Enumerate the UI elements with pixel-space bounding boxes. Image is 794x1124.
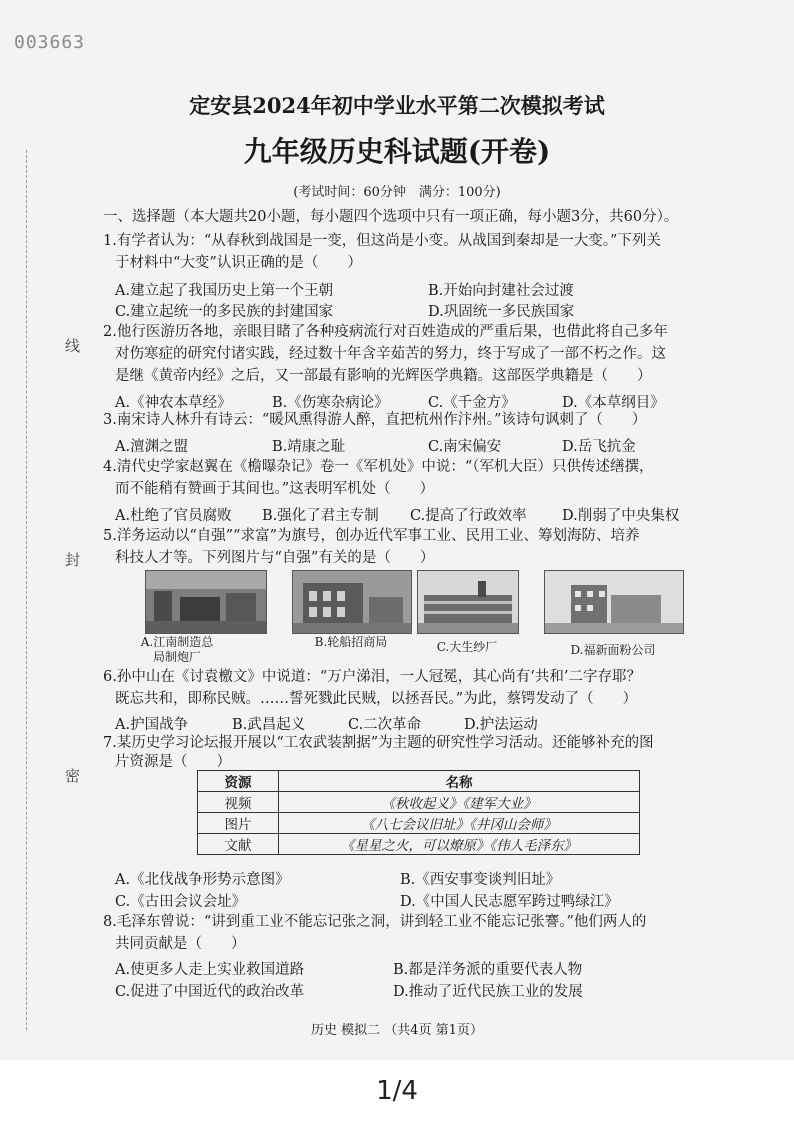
q4-stem-1: 4.清代史学家赵翼在《檐曝杂记》卷一《军机处》中说：“（军机大臣）只供传述缮撰， (103, 459, 654, 475)
table-row (198, 792, 640, 813)
q2-stem-1: 2.他行医游历各地，亲眼目睹了各种疫病流行对百姓造成的严重后果，也借此将自己多年 (103, 324, 668, 340)
table-header-name: 名称 (279, 771, 640, 792)
table-cell-type: 视频 (198, 792, 279, 813)
table-row (198, 834, 640, 855)
section-heading: 一、选择题（本大题共20小题，每小题四个选项中只有一项正确，每小题3分，共60分）。 (103, 209, 679, 225)
table-cell-type: 文献 (198, 834, 279, 855)
table-header-row (198, 771, 640, 792)
q2-option-d: D.《本草纲目》 (562, 395, 665, 411)
exam-title: 定安县2024年初中学业水平第二次模拟考试 (189, 93, 605, 118)
q3-option-c: C.南宋偏安 (428, 439, 502, 455)
photo-fuxin-flour (544, 570, 684, 634)
page-indicator: 1/4 (376, 1076, 418, 1106)
page-footer: 历史 模拟二 （共4页 第1页） (311, 1023, 483, 1038)
table-cell-titles: 《星星之火，可以燎原》《伟人毛泽东》 (279, 834, 640, 855)
table-cell-type: 图片 (198, 813, 279, 834)
q5-stem-1: 5.洋务运动以“自强”“求富”为旗号，创办近代军事工业、民用工业、筹划海防、培养 (103, 528, 640, 544)
q6-option-c: C.二次革命 (348, 717, 422, 733)
q7-option-d: D.《中国人民志愿军跨过鸭绿江》 (400, 894, 619, 910)
q4-stem-2: 而不能稍有赞画于其间也。”这表明军机处（ ） (115, 481, 435, 497)
q4-option-a: A.杜绝了官员腐败 (115, 508, 232, 524)
q1-option-c: C.建立起统一的多民族的封建国家 (115, 304, 334, 320)
q7-stem-1: 7.某历史学习论坛报开展以“工农武装割据”为主题的研究性学习活动。还能够补充的图 (103, 735, 654, 751)
photo-caption-d: D.福新面粉公司 (570, 643, 656, 657)
q7-option-b: B.《西安事变谈判旧址》 (400, 872, 561, 888)
margin-mark-feng: 封 (63, 552, 81, 567)
scan-code: 003663 (14, 32, 86, 53)
q3-option-b: B.靖康之耻 (272, 439, 346, 455)
q3-stem-1: 3.南宋诗人林升有诗云：“暖风熏得游人醉，直把杭州作汴州。”该诗句讽刺了（ ） (103, 412, 647, 428)
q4-option-c: C.提高了行政效率 (410, 508, 527, 524)
q8-option-d: D.推动了近代民族工业的发展 (393, 984, 583, 1000)
q1-stem-1: 1.有学者认为：“从春秋到战国是一变，但这尚是小变。从战国到秦却是一大变。”下列关 (103, 233, 661, 249)
q7-stem-2: 片资源是（ ） (115, 754, 231, 770)
q6-option-d: D.护法运动 (464, 717, 538, 733)
photo-merchants-steam (292, 570, 412, 634)
q3-option-d: D.岳飞抗金 (562, 439, 636, 455)
table-row (198, 813, 640, 834)
photo-jiangnan-arsenal (145, 570, 267, 634)
exam-info: (考试时间：60分钟 满分：100分) (293, 185, 501, 200)
photo-caption-c: C.大生纱厂 (436, 640, 498, 654)
table-cell-titles: 《八七会议旧址》《井冈山会师》 (279, 813, 640, 834)
photo-dasheng-mill (417, 570, 519, 634)
q1-option-d: D.巩固统一多民族国家 (428, 304, 575, 320)
q6-stem-1: 6.孙中山在《讨袁檄文》中说道：“万户涕泪，一人冠冕，其心尚有‘共和’二字存耶？ (103, 669, 641, 685)
q8-option-a: A.使更多人走上实业救国道路 (115, 962, 305, 978)
q4-option-b: B.强化了君主专制 (262, 508, 379, 524)
q4-option-d: D.削弱了中央集权 (562, 508, 680, 524)
q8-stem-2: 共同贡献是（ ） (115, 936, 246, 952)
q6-option-a: A.护国战争 (115, 717, 189, 733)
q8-option-c: C.促进了中国近代的政治改革 (115, 984, 305, 1000)
q1-option-b: B.开始向封建社会过渡 (428, 283, 574, 299)
binding-line (26, 150, 28, 1030)
q7-option-c: C.《古田会议会址》 (115, 894, 247, 910)
q1-stem-2: 于材料中“大变”认识正确的是（ ） (115, 255, 362, 271)
q2-stem-2: 对伤寒症的研究付诸实践，经过数十年含辛茹苦的努力，终于写成了一部不朽之作。这 (115, 346, 666, 362)
q2-option-a: A.《神农本草经》 (115, 395, 232, 411)
paper-title: 九年级历史科试题(开卷) (243, 135, 551, 168)
q8-option-b: B.都是洋务派的重要代表人物 (393, 962, 583, 978)
q1-option-a: A.建立起了我国历史上第一个王朝 (115, 283, 334, 299)
q6-stem-2: 既忘共和，即称民贼。……誓死戮此民贼，以拯吾民。”为此，蔡锷发动了（ ） (115, 691, 638, 707)
q8-stem-1: 8.毛泽东曾说：“讲到重工业不能忘记张之洞，讲到轻工业不能忘记张謇。”他们两人的 (103, 914, 647, 930)
q3-option-a: A.澶渊之盟 (115, 439, 189, 455)
table-cell-titles: 《秋收起义》《建军大业》 (279, 792, 640, 813)
photo-caption-b: B.轮船招商局 (314, 635, 388, 649)
q7-option-a: A.《北伐战争形势示意图》 (115, 872, 290, 888)
table-header-resource: 资源 (198, 771, 279, 792)
q5-stem-2: 科技人才等。下列图片与“自强”有关的是（ ） (115, 550, 435, 566)
q2-option-b: B.《伤寒杂病论》 (272, 395, 389, 411)
margin-mark-mi: 密 (63, 768, 81, 783)
margin-mark-xian: 线 (63, 338, 81, 353)
photo-caption-a: A.江南制造总局制炮厂 (140, 635, 214, 664)
resource-table (197, 770, 640, 855)
q2-option-c: C.《千金方》 (428, 395, 516, 411)
q6-option-b: B.武昌起义 (232, 717, 306, 733)
q2-stem-3: 是继《黄帝内经》之后，又一部最有影响的光辉医学典籍。这部医学典籍是（ ） (115, 368, 652, 384)
